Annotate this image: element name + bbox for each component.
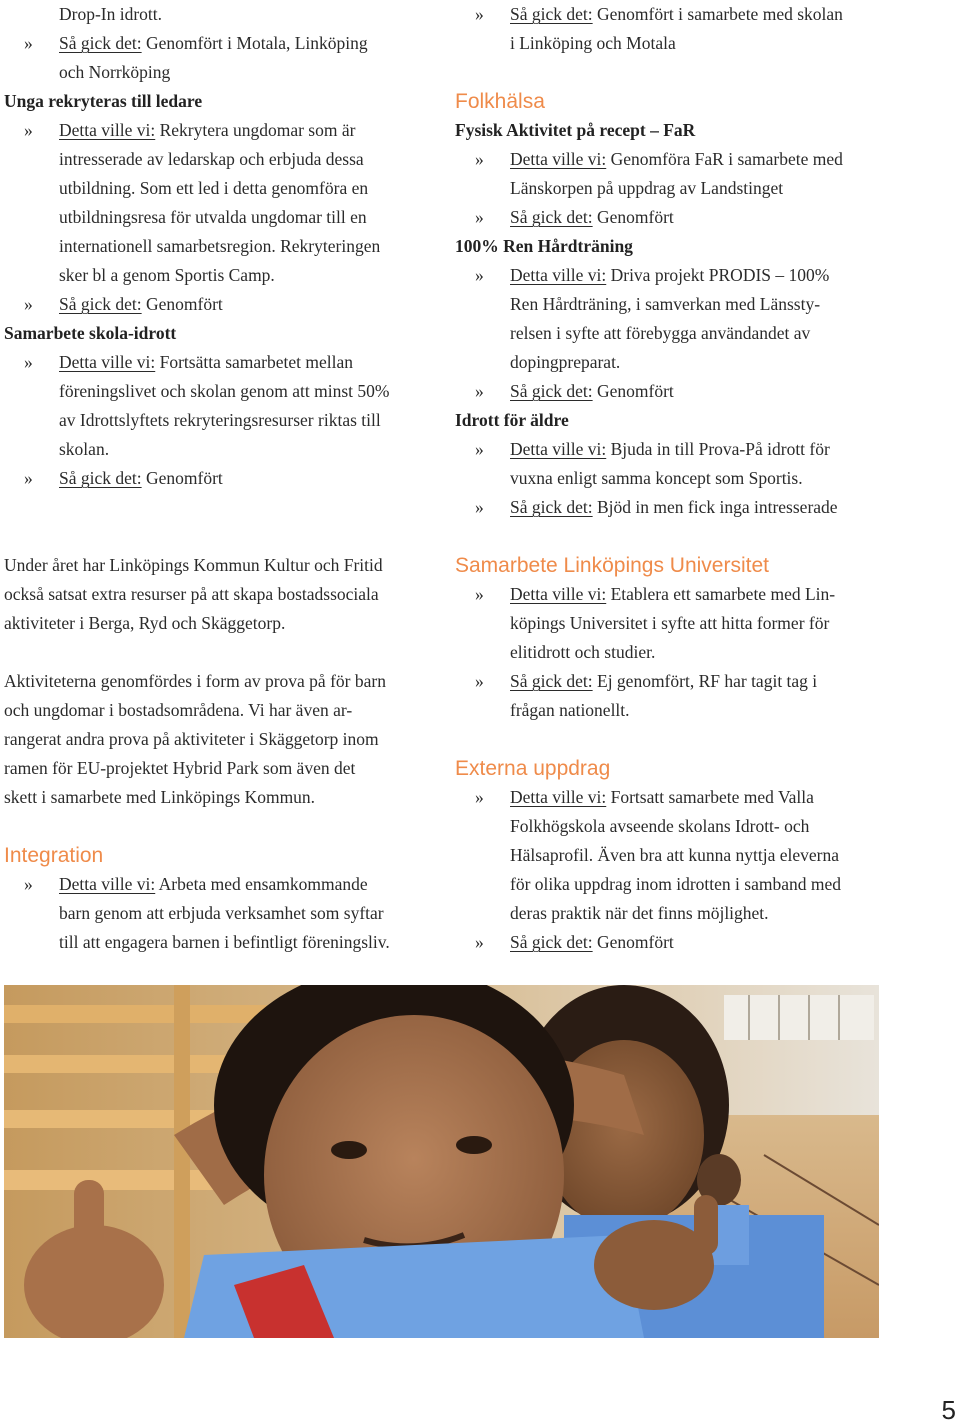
- skola-want-bullet: » Detta ville vi: Fortsätta samarbetet mellan: [24, 352, 354, 372]
- liu-heading: Samarbete Linköpings Universitet: [455, 554, 769, 577]
- skola-heading: Samarbete skola-idrott: [4, 323, 177, 343]
- para1-line: Under året har Linköpings Kommun Kultur och Fritid: [4, 555, 383, 575]
- left-column: Drop-In idrott. » Så gick det: Genomfört i Motala, Linköping och Norrköping Unga rekryteras till ledare » Detta ville vi: Rekrytera ungdomar som är intresserade av ledarskap och erbjuda dessa utbildning. Som ett led i detta genomföra en utbildningsresa för utvalda ungdomar till en internationell samarbetsregion. Rekryteringen sker bl a genom Sportis Camp. » Så gick det: Genomfört Samarbete skola-idrott » Detta ville vi: Fortsätta samarbetet mellan föreningslivet och skolan genom att minst 50% av Idrottslyftets rekryteringsresurser riktas till skolan. » Så gick det: Genomfört Under året har Linköpings Kommun Kultur och Fritid också satsat extra resurser på att skapa bostadssociala aktiviteter i Berga, Ryd och Skäggetorp. Aktiviteterna genomfördes i form av prova på för barn och ungdomar i bostadsområdena. Vi har även ar- rangerat andra prova på aktiviteter i Skäggetorp inom ramen för EU-projektet Hybrid Park som även det skett i samarbete med Linköpings Kommun. Integration » Detta ville vi: Arbeta med ensamkommande barn genom att erbjuda verksamhet som syftar till att engagera barnen i befintligt föreningsliv.: [4, 0, 434, 957]
- aldre-want-bullet: » Detta ville vi: Bjuda in till Prova-På idrott för: [475, 439, 830, 459]
- hard-heading: 100% Ren Hårdträning: [455, 236, 633, 256]
- skola-result-bullet: » Så gick det: Genomfört: [24, 468, 223, 488]
- photo-two-boys-gym: [4, 985, 879, 1338]
- unga-result-bullet: » Så gick det: Genomfört: [24, 294, 223, 314]
- unga-heading: Unga rekryteras till ledare: [4, 91, 203, 111]
- folkhalsa-heading: Folkhälsa: [455, 90, 545, 113]
- right-column: » Så gick det: Genomfört i samarbete med skolan i Linköping och Motala Folkhälsa Fysisk Aktivitet på recept – FaR » Detta ville vi: Genomföra FaR i samarbete med Länskorpen på uppdrag av Landstinget » Så gick det: Genomfört 100% Ren Hårdträning » Detta ville vi: Driva projekt PRODIS – 100% Ren Hårdträning, i samverkan med Länssty- relsen i syfte att förebygga användandet av dopingpreparat. » Så gick det: Genomfört Idrott för äldre » Detta ville vi: Bjuda in till Prova-På idrott för vuxna enligt samma koncept som Sportis. » Så gick det: Bjöd in men fick inga intresserade Samarbete Linköpings Universitet » Detta ville vi: Etablera ett samarbete med Lin- köpings Universitet i syfte att hitta former för elitidrott och studier. » Så gick det: Ej genomfört, RF har tagit tag i frågan nationellt. Externa uppdrag » Detta ville vi: Fortsatt samarbete med Valla Folkhögskola avseende skolans Idrott- och Hälsaprofil. Även bra att kunna nyttja eleverna för olika uppdrag inom idrotten i samband med deras praktik när det finns möjlighet. » Så gick det: Genomfört: [455, 0, 895, 957]
- far-result-bullet: » Så gick det: Genomfört: [475, 207, 674, 227]
- far-heading: Fysisk Aktivitet på recept – FaR: [455, 120, 696, 140]
- intro-line: Drop-In idrott.: [59, 4, 163, 24]
- page-number: 5: [941, 1395, 956, 1425]
- externa-want-bullet: » Detta ville vi: Fortsatt samarbete med Valla: [475, 787, 814, 807]
- aldre-heading: Idrott för äldre: [455, 410, 569, 430]
- intro-result-bullet: » Så gick det: Genomfört i Motala, Linköping: [24, 33, 368, 53]
- far-want-bullet: » Detta ville vi: Genomföra FaR i samarbete med: [475, 149, 843, 169]
- externa-result-bullet: » Så gick det: Genomfört: [475, 932, 674, 952]
- aldre-result-bullet: » Så gick det: Bjöd in men fick inga intresserade: [475, 497, 838, 517]
- top-result-bullet: » Så gick det: Genomfört i samarbete med skolan: [475, 4, 843, 24]
- liu-want-bullet: » Detta ville vi: Etablera ett samarbete med Lin-: [475, 584, 836, 604]
- hard-want-bullet: » Detta ville vi: Driva projekt PRODIS – 100%: [475, 265, 830, 285]
- unga-want-bullet: » Detta ville vi: Rekrytera ungdomar som är: [24, 120, 356, 140]
- integration-heading: Integration: [4, 844, 104, 867]
- integration-want-bullet: » Detta ville vi: Arbeta med ensamkommande: [24, 874, 368, 894]
- photo-illustration: [4, 985, 879, 1338]
- hard-result-bullet: » Så gick det: Genomfört: [475, 381, 674, 401]
- externa-heading: Externa uppdrag: [455, 757, 611, 780]
- para2-line: Aktiviteterna genomfördes i form av prova på för barn: [4, 671, 386, 691]
- liu-result-bullet: » Så gick det: Ej genomfört, RF har tagit tag i: [475, 671, 818, 691]
